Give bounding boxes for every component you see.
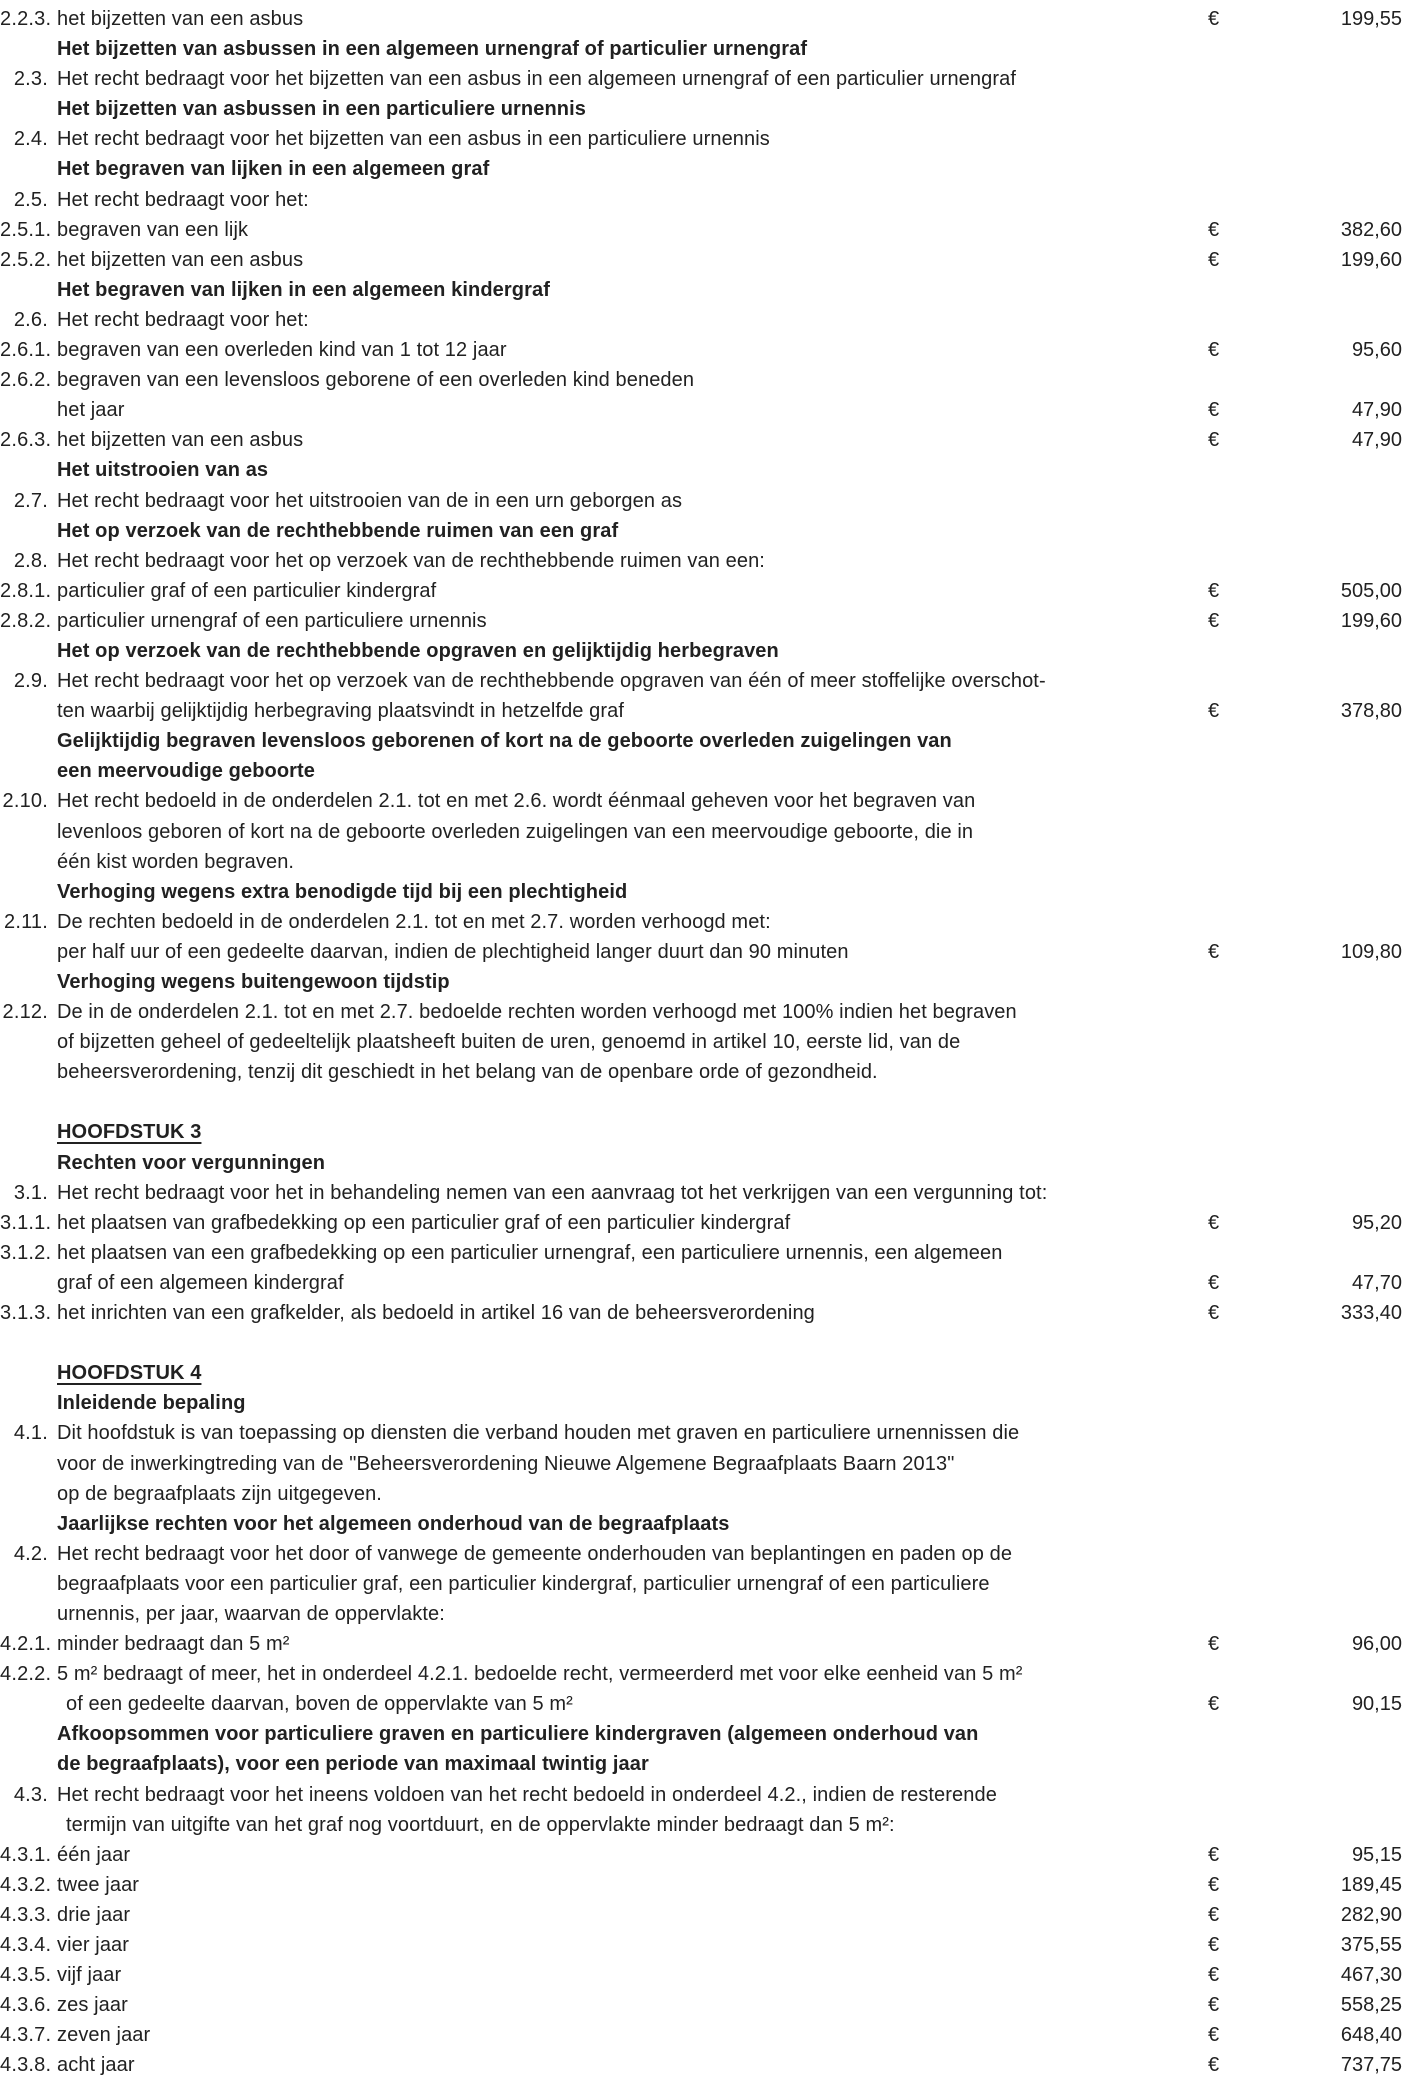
- table-row: [0, 1719, 1412, 1749]
- item-text: termijn van uitgifte van het graf nog voortduurt, en de oppervlakte minder bedraagt dan 5 m²:: [66, 1813, 895, 1836]
- item-text: zeven jaar: [57, 2024, 151, 2047]
- table-row: [0, 666, 1412, 696]
- item-text: begraven van een lijk: [57, 218, 249, 241]
- item-number: 2.12.: [2, 1001, 48, 1024]
- table-row: [0, 1238, 1412, 1268]
- item-text: zes jaar: [57, 1994, 128, 2017]
- item-amount: 558,25: [1340, 1994, 1402, 2017]
- table-row: [0, 877, 1412, 907]
- item-amount: 95,15: [1351, 1843, 1402, 1866]
- table-row: [0, 1689, 1412, 1719]
- table-row: [0, 726, 1412, 756]
- table-row: [0, 94, 1412, 124]
- section-heading: Het begraven van lijken in een algemeen graf: [57, 158, 490, 181]
- table-row: [0, 1388, 1412, 1418]
- section-heading: Het bijzetten van asbussen in een particuliere urnennis: [57, 98, 586, 121]
- item-amount: 378,80: [1340, 700, 1402, 723]
- euro-currency-symbol: €: [1208, 1873, 1220, 1896]
- table-row: [0, 4, 1412, 34]
- table-row: [0, 2050, 1412, 2080]
- table-row: [0, 1840, 1412, 1870]
- item-number: 2.8.1.: [0, 579, 52, 602]
- table-row: [0, 455, 1412, 485]
- item-amount: 199,60: [1340, 248, 1402, 271]
- item-text: Het recht bedraagt voor het ineens voldoen van het recht bedoeld in onderdeel 4.2., indien de resterende: [57, 1783, 997, 1806]
- table-row: [0, 1990, 1412, 2020]
- table-row: [0, 1960, 1412, 1990]
- item-amount: 109,80: [1340, 940, 1402, 963]
- table-row: [0, 1749, 1412, 1779]
- item-text: begraven van een levensloos geborene of een overleden kind beneden: [57, 369, 695, 392]
- table-row: [0, 245, 1412, 275]
- section-heading: Afkoopsommen voor particuliere graven en particuliere kindergraven (algemeen onderhoud van: [57, 1723, 979, 1746]
- table-row: [0, 1900, 1412, 1930]
- spacer-row: [0, 1328, 1412, 1358]
- table-row: [0, 305, 1412, 335]
- table-row: [0, 546, 1412, 576]
- table-row: [0, 185, 1412, 215]
- item-text: acht jaar: [57, 2054, 135, 2077]
- item-amount: 199,60: [1340, 609, 1402, 632]
- item-text: op de begraafplaats zijn uitgegeven.: [57, 1482, 382, 1505]
- item-number: 4.2.1.: [0, 1633, 52, 1656]
- table-row: [0, 1780, 1412, 1810]
- item-text: Het recht bedraagt voor het door of vanwege de gemeente onderhouden van beplantingen en paden op de: [57, 1542, 1013, 1565]
- euro-currency-symbol: €: [1208, 940, 1220, 963]
- item-text: ten waarbij gelijktijdig herbegraving plaatsvindt in hetzelfde graf: [57, 700, 625, 723]
- item-number: 2.4.: [13, 128, 48, 151]
- table-row: [0, 606, 1412, 636]
- item-text: Het recht bedraagt voor het uitstrooien van de in een urn geborgen as: [57, 489, 683, 512]
- section-heading: Het op verzoek van de rechthebbende ruimen van een graf: [57, 519, 619, 542]
- section-heading: Verhoging wegens buitengewoon tijdstip: [57, 971, 450, 993]
- table-row: [0, 516, 1412, 546]
- item-number: 2.6.1.: [0, 339, 52, 362]
- item-text: Het recht bedraagt voor het op verzoek van de rechthebbende ruimen van een:: [57, 549, 765, 572]
- table-row: [0, 847, 1412, 877]
- table-row: [0, 1810, 1412, 1840]
- item-text: Het recht bedraagt voor het in behandeling nemen van een aanvraag tot het verkrijgen van een vergunning tot:: [57, 1181, 1048, 1204]
- item-number: 4.1.: [13, 1422, 48, 1445]
- euro-currency-symbol: €: [1208, 248, 1220, 271]
- item-number: 2.10.: [2, 790, 48, 813]
- item-amount: 333,40: [1340, 1302, 1402, 1325]
- item-number: 4.3.7.: [0, 2024, 52, 2047]
- table-row: [0, 817, 1412, 847]
- table-row: [0, 1659, 1412, 1689]
- section-heading: Het bijzetten van asbussen in een algemeen urnengraf of particulier urnengraf: [57, 38, 808, 61]
- item-amount: 96,00: [1351, 1633, 1402, 1656]
- item-text: Het recht bedraagt voor het:: [57, 188, 309, 211]
- item-text: het plaatsen van een grafbedekking op een particulier urnengraf, een particuliere urnennis, een algemeen: [57, 1241, 1003, 1264]
- euro-currency-symbol: €: [1208, 700, 1220, 723]
- item-text: begraafplaats voor een particulier graf, een particulier kindergraf, particulier urnengraf of een particuliere: [57, 1572, 990, 1595]
- item-amount: 95,20: [1351, 1211, 1402, 1234]
- item-number: 4.3.8.: [0, 2054, 52, 2077]
- item-text: Het recht bedraagt voor het op verzoek van de rechthebbende opgraven van één of meer stoffelijke overschot-: [57, 670, 1046, 693]
- item-number: 2.8.: [13, 549, 48, 572]
- tariff-table: [0, 4, 1412, 2080]
- table-row: [0, 34, 1412, 64]
- item-number: 3.1.: [13, 1181, 48, 1204]
- euro-currency-symbol: €: [1208, 1211, 1220, 1234]
- item-amount: 375,55: [1340, 1934, 1402, 1956]
- item-number: 4.3.3.: [0, 1903, 52, 1926]
- item-amount: 47,70: [1351, 1271, 1402, 1294]
- item-text: per half uur of een gedeelte daarvan, indien de plechtigheid langer duurt dan 90 minuten: [57, 940, 849, 963]
- table-row: [0, 1479, 1412, 1509]
- table-row: [0, 365, 1412, 395]
- section-heading: Het begraven van lijken in een algemeen kindergraf: [57, 278, 550, 301]
- item-amount: 505,00: [1340, 579, 1402, 602]
- section-heading: de begraafplaats), voor een periode van maximaal twintig jaar: [57, 1753, 649, 1776]
- item-number: 2.6.: [13, 308, 48, 331]
- item-number: 4.3.: [13, 1783, 48, 1806]
- euro-currency-symbol: €: [1208, 579, 1220, 602]
- item-text: Het recht bedraagt voor het:: [57, 308, 309, 331]
- table-row: [0, 1539, 1412, 1569]
- item-number: 2.3.: [13, 68, 48, 91]
- item-amount: 47,90: [1351, 429, 1402, 452]
- table-row: [0, 1057, 1412, 1087]
- item-text: particulier urnengraf of een particuliere urnennis: [57, 609, 487, 632]
- item-number: 2.8.2.: [0, 609, 52, 632]
- item-number: 4.3.5.: [0, 1964, 52, 1987]
- item-text: één jaar: [57, 1843, 131, 1866]
- item-text: Het recht bedraagt voor het bijzetten van een asbus in een particuliere urnennis: [57, 128, 770, 151]
- table-row: [0, 1629, 1412, 1659]
- table-row: [0, 124, 1412, 154]
- table-row: [0, 636, 1412, 666]
- item-text: Het recht bedoeld in de onderdelen 2.1. tot en met 2.6. wordt éénmaal geheven voor het begraven van: [57, 790, 976, 813]
- item-amount: 90,15: [1351, 1693, 1402, 1716]
- item-amount: 737,75: [1340, 2054, 1402, 2077]
- table-row: [0, 997, 1412, 1027]
- table-row: [0, 395, 1412, 425]
- item-text: drie jaar: [57, 1903, 131, 1926]
- item-text: twee jaar: [57, 1873, 140, 1896]
- table-row: [0, 1418, 1412, 1448]
- table-row: [0, 1027, 1412, 1057]
- item-text: het inrichten van een grafkelder, als bedoeld in artikel 16 van de beheersverordening: [57, 1302, 815, 1325]
- euro-currency-symbol: €: [1208, 399, 1220, 422]
- item-text: het bijzetten van een asbus: [57, 429, 304, 452]
- euro-currency-symbol: €: [1208, 218, 1220, 241]
- section-heading: Inleidende bepaling: [57, 1392, 246, 1415]
- chapter-heading: HOOFDSTUK 3: [57, 1121, 202, 1144]
- table-row: [0, 1569, 1412, 1599]
- section-heading: Gelijktijdig begraven levensloos geborenen of kort na de geboorte overleden zuigelingen van: [57, 730, 952, 753]
- item-number: 2.5.1.: [0, 218, 52, 241]
- item-text: levenloos geboren of kort na de geboorte overleden zuigelingen van een meervoudige geboorte, die in: [57, 820, 974, 843]
- euro-currency-symbol: €: [1208, 2054, 1220, 2077]
- item-text: urnennis, per jaar, waarvan de oppervlakte:: [57, 1602, 445, 1625]
- item-number: 3.1.1.: [0, 1211, 52, 1234]
- table-row: [0, 1599, 1412, 1629]
- table-row: [0, 425, 1412, 455]
- item-number: 2.7.: [13, 489, 48, 512]
- table-row: [0, 1268, 1412, 1298]
- item-text: het jaar: [57, 399, 125, 422]
- section-heading: Het op verzoek van de rechthebbende opgraven en gelijktijdig herbegraven: [57, 639, 779, 662]
- table-row: [0, 786, 1412, 816]
- table-row: [0, 756, 1412, 786]
- section-heading: Verhoging wegens extra benodigde tijd bij een plechtigheid: [57, 880, 628, 903]
- item-number: 2.5.: [13, 188, 48, 211]
- table-row: [0, 1148, 1412, 1178]
- item-amount: 95,60: [1351, 339, 1402, 362]
- table-row: [0, 967, 1412, 997]
- item-number: 2.9.: [13, 670, 48, 693]
- item-number: 4.3.4.: [0, 1934, 52, 1956]
- table-row: [0, 154, 1412, 184]
- item-text: 5 m² bedraagt of meer, het in onderdeel 4.2.1. bedoelde recht, vermeerderd met voor elke eenheid van 5 m²: [57, 1663, 1023, 1686]
- item-text: particulier graf of een particulier kindergraf: [57, 579, 437, 602]
- item-text: het bijzetten van een asbus: [57, 8, 304, 30]
- euro-currency-symbol: €: [1208, 1693, 1220, 1716]
- item-text: De in de onderdelen 2.1. tot en met 2.7. bedoelde rechten worden verhoogd met 100% indien het begraven: [57, 1001, 1017, 1024]
- table-row: [0, 1870, 1412, 1900]
- chapter-heading: HOOFDSTUK 4: [57, 1362, 202, 1385]
- item-text: één kist worden begraven.: [57, 850, 295, 873]
- item-text: Dit hoofdstuk is van toepassing op diensten die verband houden met graven en particuliere urnennissen die: [57, 1422, 1020, 1445]
- item-amount: 648,40: [1340, 2024, 1402, 2047]
- item-text: vijf jaar: [57, 1964, 122, 1987]
- euro-currency-symbol: €: [1208, 1994, 1220, 2017]
- table-row: [0, 2020, 1412, 2050]
- item-number: 4.3.2.: [0, 1873, 52, 1896]
- euro-currency-symbol: €: [1208, 1903, 1220, 1926]
- table-row: [0, 696, 1412, 726]
- table-row: [0, 1930, 1412, 1960]
- section-heading: Jaarlijkse rechten voor het algemeen onderhoud van de begraafplaats: [57, 1512, 730, 1535]
- item-number: 2.2.3.: [0, 8, 52, 30]
- item-text: of een gedeelte daarvan, boven de oppervlakte van 5 m²: [66, 1693, 573, 1716]
- item-number: 2.6.3.: [0, 429, 52, 452]
- table-row: [0, 907, 1412, 937]
- euro-currency-symbol: €: [1208, 1633, 1220, 1656]
- item-amount: 189,45: [1340, 1873, 1402, 1896]
- item-number: 4.3.6.: [0, 1994, 52, 2017]
- table-row: [0, 486, 1412, 516]
- table-row: [0, 275, 1412, 305]
- item-text: het plaatsen van grafbedekking op een particulier graf of een particulier kindergraf: [57, 1211, 791, 1234]
- table-row: [0, 64, 1412, 94]
- euro-currency-symbol: €: [1208, 1934, 1220, 1956]
- item-amount: 47,90: [1351, 399, 1402, 422]
- item-text: vier jaar: [57, 1934, 130, 1956]
- table-row: [0, 1117, 1412, 1147]
- item-amount: 199,55: [1340, 8, 1402, 30]
- euro-currency-symbol: €: [1208, 2024, 1220, 2047]
- item-text: beheersverordening, tenzij dit geschiedt in het belang van de openbare orde of gezondheid.: [57, 1061, 878, 1084]
- item-text: voor de inwerkingtreding van de "Beheersverordening Nieuwe Algemene Begraafplaats Baarn 2013": [57, 1452, 955, 1475]
- table-row: [0, 335, 1412, 365]
- section-heading: Het uitstrooien van as: [57, 459, 269, 482]
- item-number: 2.5.2.: [0, 248, 52, 271]
- item-number: 2.6.2.: [0, 369, 52, 392]
- euro-currency-symbol: €: [1208, 429, 1220, 452]
- table-row: [0, 576, 1412, 606]
- item-text: De rechten bedoeld in de onderdelen 2.1. tot en met 2.7. worden verhoogd met:: [57, 910, 771, 933]
- item-number: 4.2.: [13, 1542, 48, 1565]
- table-row: [0, 1509, 1412, 1539]
- item-amount: 382,60: [1340, 218, 1402, 241]
- item-text: minder bedraagt dan 5 m²: [57, 1633, 290, 1656]
- item-number: 3.1.3.: [0, 1302, 52, 1325]
- item-text: Het recht bedraagt voor het bijzetten van een asbus in een algemeen urnengraf of een particulier urnengraf: [57, 68, 1016, 91]
- item-amount: 282,90: [1340, 1903, 1402, 1926]
- table-row: [0, 1358, 1412, 1388]
- euro-currency-symbol: €: [1208, 1843, 1220, 1866]
- euro-currency-symbol: €: [1208, 1271, 1220, 1294]
- euro-currency-symbol: €: [1208, 1302, 1220, 1325]
- item-text: of bijzetten geheel of gedeeltelijk plaatsheeft buiten de uren, genoemd in artikel 10, eerste lid, van de: [57, 1031, 961, 1054]
- item-text: graf of een algemeen kindergraf: [57, 1271, 344, 1294]
- item-number: 4.2.2.: [0, 1663, 52, 1686]
- table-row: [0, 215, 1412, 245]
- item-number: 2.11.: [4, 910, 48, 933]
- item-text: het bijzetten van een asbus: [57, 248, 304, 271]
- spacer-row: [0, 1087, 1412, 1117]
- table-row: [0, 937, 1412, 967]
- item-number: 4.3.1.: [0, 1843, 52, 1866]
- item-amount: 467,30: [1340, 1964, 1402, 1987]
- section-heading: een meervoudige geboorte: [57, 760, 316, 783]
- table-row: [0, 1178, 1412, 1208]
- euro-currency-symbol: €: [1208, 609, 1220, 632]
- table-row: [0, 1449, 1412, 1479]
- table-row: [0, 1298, 1412, 1328]
- item-number: 3.1.2.: [0, 1241, 52, 1264]
- euro-currency-symbol: €: [1208, 1964, 1220, 1987]
- table-row: [0, 1208, 1412, 1238]
- item-text: begraven van een overleden kind van 1 tot 12 jaar: [57, 339, 507, 362]
- euro-currency-symbol: €: [1208, 8, 1220, 30]
- euro-currency-symbol: €: [1208, 339, 1220, 362]
- section-heading: Rechten voor vergunningen: [57, 1151, 326, 1174]
